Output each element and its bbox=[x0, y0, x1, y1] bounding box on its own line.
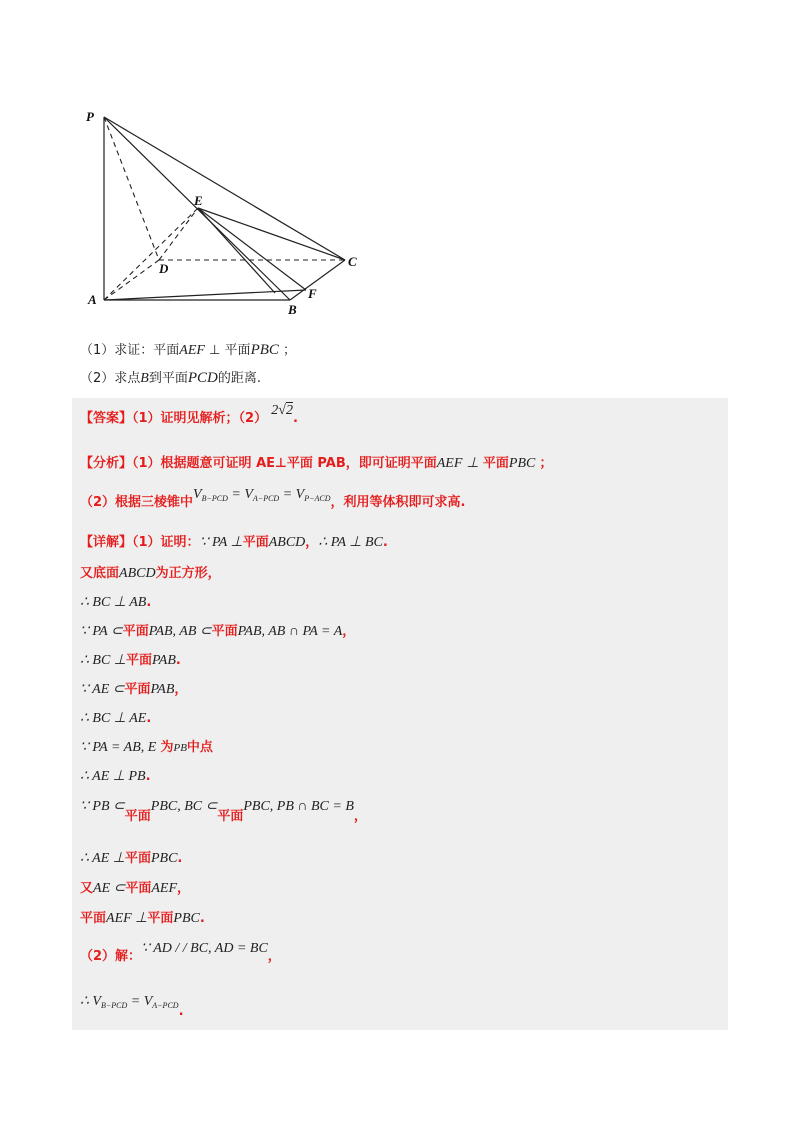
edge-PC bbox=[104, 117, 345, 260]
detail-l2-b: 为正方形， bbox=[155, 566, 221, 581]
answer-end: . bbox=[292, 411, 298, 426]
detail-l12-m2: AEF bbox=[151, 881, 178, 896]
q1-perp: ⊥ bbox=[209, 343, 221, 358]
q1-plane-aef: AEF bbox=[179, 343, 205, 358]
detail-line-8 bbox=[80, 739, 213, 757]
edge-AD bbox=[104, 260, 159, 300]
analysis-text-3: ，利用等体积即可求高. bbox=[330, 495, 466, 510]
edge-BC bbox=[290, 260, 345, 300]
detail-l1-m2: ABCD bbox=[268, 535, 306, 550]
detail-l15-s1: B−PCD bbox=[100, 1001, 128, 1010]
q2-prefix: （2）求点 bbox=[80, 371, 141, 386]
q1-mid: 平面 bbox=[224, 343, 251, 358]
detail-l12-c: ， bbox=[177, 881, 191, 896]
detail-l8-m2: PB bbox=[173, 742, 187, 754]
detail-l10-c: ， bbox=[353, 809, 367, 824]
detail-l4-a: 平面 bbox=[122, 624, 149, 639]
detail-l15-d: . bbox=[178, 1004, 184, 1019]
detail-l4-m2: PAB, AB ⊂ bbox=[148, 624, 212, 639]
detail-line-1 bbox=[80, 534, 388, 552]
q2-suffix: 的距离. bbox=[217, 371, 261, 386]
edge-EB bbox=[198, 208, 275, 293]
detail-l3-m: ∴ BC ⊥ AB bbox=[80, 595, 147, 610]
detail-l15-s2: A−PCD bbox=[152, 1001, 179, 1010]
detail-l13-m2: PBC bbox=[173, 911, 200, 926]
pyramid-figure bbox=[70, 100, 380, 325]
label-D: D bbox=[159, 261, 169, 276]
edge-EF bbox=[198, 208, 306, 290]
edge-AE bbox=[104, 208, 198, 300]
analysis-end: ； bbox=[539, 456, 553, 471]
detail-line-6 bbox=[80, 681, 187, 699]
q2-plane: PCD bbox=[187, 370, 218, 386]
detail-l6-m1: ∵ AE ⊂ bbox=[80, 682, 125, 697]
detail-l5-a: 平面 bbox=[126, 653, 153, 668]
detail-l3-d: . bbox=[146, 595, 152, 610]
label-A: A bbox=[88, 292, 97, 307]
detail-l4-b: 平面 bbox=[211, 624, 238, 639]
detail-l13-a: 平面 bbox=[80, 911, 107, 926]
detail-l15-m2: = V bbox=[127, 994, 153, 1009]
detail-l14-c: ， bbox=[267, 949, 281, 964]
detail-l13-m1: AEF ⊥ bbox=[106, 911, 148, 926]
detail-l5-d: . bbox=[175, 653, 181, 668]
detail-l10-b: 平面 bbox=[217, 809, 244, 824]
edge-DE bbox=[159, 208, 198, 260]
detail-l8-b: 中点 bbox=[186, 740, 213, 755]
label-P: P bbox=[86, 109, 94, 124]
detail-l8-m1: ∵ PA = AB, E bbox=[80, 740, 157, 755]
detail-l10-a: 平面 bbox=[124, 809, 151, 824]
detail-l13-d: . bbox=[199, 911, 205, 926]
question-1 bbox=[80, 341, 296, 360]
detail-l14-m: ∵ AD / / BC, AD = BC bbox=[141, 941, 268, 956]
analysis-perp: ⊥ bbox=[466, 456, 479, 471]
detail-l7-m: ∴ BC ⊥ AE bbox=[80, 711, 147, 726]
detail-tag: 【详解】 bbox=[80, 535, 133, 550]
detail-line-13 bbox=[80, 910, 205, 928]
detail-line-3 bbox=[80, 594, 151, 612]
label-B: B bbox=[288, 302, 297, 317]
detail-l5-m2: PAB bbox=[152, 653, 176, 668]
detail-l11-m1: ∴ AE ⊥ bbox=[80, 851, 125, 866]
detail-line-11 bbox=[80, 850, 182, 868]
detail-l1-m1: ∵ PA ⊥ bbox=[199, 535, 243, 550]
detail-l9-d: . bbox=[145, 769, 151, 784]
solution-panel bbox=[72, 398, 728, 1030]
detail-l10-m1: ∵ PB ⊂ bbox=[80, 799, 125, 814]
detail-l10-m3: PBC, PB ∩ BC = B bbox=[243, 799, 354, 814]
label-F: F bbox=[308, 286, 317, 301]
detail-l5-m1: ∴ BC ⊥ bbox=[80, 653, 126, 668]
analysis-pbc: PBC bbox=[508, 456, 536, 471]
detail-l1-c: ， bbox=[305, 535, 319, 550]
answer-text: （1）证明见解析；（2） bbox=[132, 411, 268, 426]
analysis-aef: AEF bbox=[436, 456, 463, 471]
analysis-line-1 bbox=[80, 455, 553, 473]
detail-l12-a: 又 bbox=[80, 881, 94, 896]
detail-l1-b: 平面 bbox=[242, 535, 269, 550]
question-2 bbox=[80, 369, 261, 388]
analysis-tag: 【分析】 bbox=[80, 456, 133, 471]
detail-line-14 bbox=[80, 941, 281, 966]
detail-l2-m: ABCD bbox=[119, 566, 156, 581]
analysis-text-1: （1）根据题意可证明 AE⊥平面 PAB，即可证明平面 bbox=[132, 456, 437, 471]
detail-l14-a: （2）解： bbox=[80, 949, 142, 964]
detail-l1-m3: ∴ PA ⊥ BC bbox=[318, 535, 383, 550]
detail-l8-a: 为 bbox=[160, 740, 174, 755]
detail-line-7 bbox=[80, 710, 151, 728]
q1-plane-pbc: PBC bbox=[250, 342, 279, 358]
detail-l4-m1: ∵ PA ⊂ bbox=[80, 624, 123, 639]
detail-l4-m3: PAB, AB ∩ PA = A bbox=[237, 624, 343, 639]
label-C: C bbox=[348, 254, 357, 269]
detail-l10-m2: PBC, BC ⊂ bbox=[150, 799, 218, 814]
detail-line-4 bbox=[80, 623, 355, 641]
detail-l2-a: 又底面 bbox=[80, 566, 120, 581]
edge-AF bbox=[104, 290, 306, 300]
q2-point: B bbox=[140, 371, 149, 386]
detail-l11-a: 平面 bbox=[124, 851, 151, 866]
detail-l4-c: ， bbox=[342, 624, 356, 639]
detail-line-9 bbox=[80, 768, 151, 786]
detail-l1-a: （1）证明： bbox=[132, 535, 200, 550]
pyramid-diagram bbox=[70, 100, 380, 325]
answer-line bbox=[80, 403, 298, 428]
detail-l6-c: ， bbox=[174, 682, 188, 697]
analysis-line-2 bbox=[80, 487, 466, 516]
detail-l11-m2: PBC bbox=[150, 851, 178, 866]
analysis-plane: 平面 bbox=[482, 456, 509, 471]
q2-mid: 到平面 bbox=[148, 371, 188, 386]
detail-l12-b: 平面 bbox=[125, 881, 152, 896]
detail-line-12 bbox=[80, 880, 190, 898]
detail-l12-m1: AE ⊂ bbox=[93, 881, 126, 896]
detail-line-15 bbox=[80, 993, 184, 1019]
detail-l13-b: 平面 bbox=[147, 911, 174, 926]
detail-l7-d: . bbox=[146, 711, 152, 726]
detail-line-2 bbox=[80, 565, 221, 583]
detail-l9-m: ∴ AE ⊥ PB bbox=[80, 769, 146, 784]
q1-suffix: ； bbox=[283, 343, 297, 358]
label-E: E bbox=[194, 193, 203, 208]
detail-l6-m2: PAB bbox=[150, 682, 175, 697]
detail-l6-a: 平面 bbox=[124, 682, 151, 697]
detail-l15-m1: ∴ V bbox=[80, 994, 101, 1009]
detail-l1-d: . bbox=[382, 535, 388, 550]
edge-PD bbox=[104, 117, 159, 260]
answer-value: 2√2 bbox=[271, 403, 293, 418]
answer-tag: 【答案】 bbox=[80, 411, 133, 426]
detail-line-5 bbox=[80, 652, 181, 670]
detail-l11-d: . bbox=[177, 851, 183, 866]
volume-formula: $V_{B-PCD} = V_{A-PCD} = V_{P-ACD}$ bbox=[193, 487, 331, 503]
detail-line-10 bbox=[80, 798, 367, 824]
analysis-text-2: （2）根据三棱锥中 bbox=[80, 495, 194, 510]
q1-prefix: （1）求证：平面 bbox=[80, 343, 180, 358]
